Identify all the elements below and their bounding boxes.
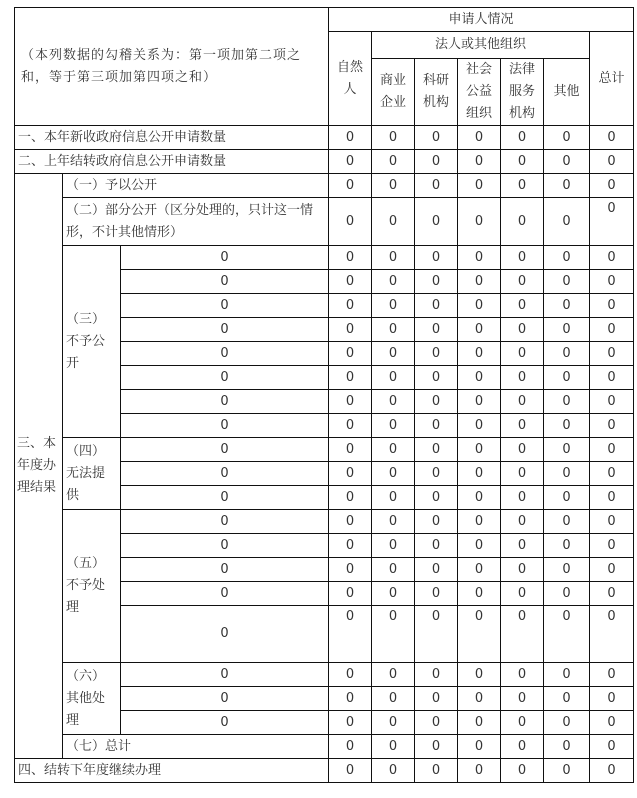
- value-cell: 0: [590, 558, 634, 582]
- sub-cell: 0: [121, 294, 329, 318]
- value-cell: 0: [372, 759, 415, 783]
- value-cell: 0: [544, 582, 590, 606]
- value-cell: 0: [329, 486, 372, 510]
- header-other: 其他: [544, 59, 590, 126]
- value-cell: 0: [544, 270, 590, 294]
- sub-cell: 0: [121, 486, 329, 510]
- value-cell: 0: [329, 246, 372, 270]
- value-cell: 0: [372, 558, 415, 582]
- value-cell: 0: [372, 270, 415, 294]
- value-cell: 0: [415, 366, 458, 390]
- value-cell: 0: [501, 687, 544, 711]
- value-cell: 0: [372, 150, 415, 174]
- value-cell: 0: [544, 486, 590, 510]
- value-cell: 0: [329, 462, 372, 486]
- table-row: [15, 246, 634, 270]
- value-cell: 0: [458, 126, 501, 150]
- value-cell: 0: [415, 198, 458, 246]
- value-cell: 0: [544, 318, 590, 342]
- value-cell: 0: [590, 390, 634, 414]
- value-cell: 0: [372, 390, 415, 414]
- value-cell: 0: [544, 414, 590, 438]
- value-cell: 0: [458, 438, 501, 462]
- value-cell: 0: [544, 711, 590, 735]
- value-cell: 0: [415, 390, 458, 414]
- sub-cell: 0: [121, 462, 329, 486]
- value-cell: 0: [590, 174, 634, 198]
- value-cell: 0: [415, 438, 458, 462]
- value-cell: 0: [544, 150, 590, 174]
- value-cell: 0: [415, 606, 458, 663]
- value-cell: 0: [544, 126, 590, 150]
- value-cell: 0: [590, 294, 634, 318]
- value-cell: 0: [544, 462, 590, 486]
- header-applicant: 申请人情况: [329, 8, 634, 32]
- disclosure-table: [14, 7, 634, 783]
- value-cell: 0: [415, 663, 458, 687]
- value-cell: 0: [544, 510, 590, 534]
- value-cell: 0: [501, 366, 544, 390]
- table-row: [15, 510, 634, 534]
- value-cell: 0: [415, 735, 458, 759]
- value-cell: 0: [415, 582, 458, 606]
- value-cell: 0: [501, 270, 544, 294]
- sub-cell: 0: [121, 687, 329, 711]
- value-cell: 0: [501, 414, 544, 438]
- value-cell: 0: [458, 711, 501, 735]
- value-cell: 0: [590, 198, 634, 246]
- value-cell: 0: [329, 342, 372, 366]
- value-cell: 0: [501, 486, 544, 510]
- value-cell: 0: [329, 663, 372, 687]
- row-label: （一）予以公开: [63, 174, 329, 198]
- value-cell: 0: [372, 534, 415, 558]
- value-cell: 0: [329, 390, 372, 414]
- header-legal: 法人或其他组织: [372, 32, 590, 59]
- value-cell: 0: [501, 318, 544, 342]
- table-row: [15, 663, 634, 687]
- group-label: （六）其他处理: [63, 663, 121, 735]
- sub-cell: 0: [121, 390, 329, 414]
- sub-cell: 0: [121, 270, 329, 294]
- value-cell: 0: [329, 126, 372, 150]
- value-cell: 0: [590, 462, 634, 486]
- value-cell: 0: [415, 711, 458, 735]
- sub-cell: 0: [121, 246, 329, 270]
- value-cell: 0: [415, 558, 458, 582]
- row-label: 一、本年新收政府信息公开申请数量: [15, 126, 329, 150]
- value-cell: 0: [458, 414, 501, 438]
- value-cell: 0: [458, 759, 501, 783]
- value-cell: 0: [458, 318, 501, 342]
- value-cell: 0: [415, 486, 458, 510]
- value-cell: 0: [415, 759, 458, 783]
- table-row: [15, 126, 634, 150]
- sub-cell: 0: [121, 558, 329, 582]
- value-cell: 0: [372, 462, 415, 486]
- value-cell: 0: [501, 150, 544, 174]
- sub-cell: 0: [121, 606, 329, 663]
- value-cell: 0: [329, 687, 372, 711]
- value-cell: 0: [501, 606, 544, 663]
- value-cell: 0: [501, 198, 544, 246]
- value-cell: 0: [544, 366, 590, 390]
- value-cell: 0: [329, 198, 372, 246]
- value-cell: 0: [372, 318, 415, 342]
- value-cell: 0: [415, 174, 458, 198]
- value-cell: 0: [590, 711, 634, 735]
- value-cell: 0: [544, 735, 590, 759]
- value-cell: 0: [590, 246, 634, 270]
- value-cell: 0: [501, 174, 544, 198]
- value-cell: 0: [415, 150, 458, 174]
- sub-cell: 0: [121, 711, 329, 735]
- value-cell: 0: [329, 438, 372, 462]
- group-label: （三）不予公开: [63, 246, 121, 438]
- value-cell: 0: [458, 366, 501, 390]
- value-cell: 0: [590, 687, 634, 711]
- value-cell: 0: [415, 510, 458, 534]
- value-cell: 0: [544, 438, 590, 462]
- value-cell: 0: [458, 558, 501, 582]
- sub-cell: 0: [121, 438, 329, 462]
- value-cell: 0: [329, 558, 372, 582]
- value-cell: 0: [501, 558, 544, 582]
- value-cell: 0: [544, 390, 590, 414]
- sub-cell: 0: [121, 366, 329, 390]
- value-cell: 0: [458, 687, 501, 711]
- value-cell: 0: [329, 606, 372, 663]
- value-cell: 0: [415, 294, 458, 318]
- value-cell: 0: [458, 174, 501, 198]
- value-cell: 0: [544, 534, 590, 558]
- value-cell: 0: [372, 198, 415, 246]
- value-cell: 0: [544, 663, 590, 687]
- value-cell: 0: [501, 294, 544, 318]
- sub-cell: 0: [121, 318, 329, 342]
- table-row: [15, 174, 634, 198]
- table-row: [15, 438, 634, 462]
- table-row: [15, 150, 634, 174]
- value-cell: 0: [415, 462, 458, 486]
- value-cell: 0: [372, 246, 415, 270]
- value-cell: 0: [372, 735, 415, 759]
- table-row: [15, 198, 634, 246]
- value-cell: 0: [544, 246, 590, 270]
- value-cell: 0: [372, 711, 415, 735]
- value-cell: 0: [372, 606, 415, 663]
- value-cell: 0: [458, 294, 501, 318]
- value-cell: 0: [544, 294, 590, 318]
- value-cell: 0: [329, 174, 372, 198]
- header-research: 科研机构: [415, 59, 458, 126]
- value-cell: 0: [329, 510, 372, 534]
- sub-cell: 0: [121, 534, 329, 558]
- value-cell: 0: [501, 582, 544, 606]
- value-cell: 0: [590, 126, 634, 150]
- value-cell: 0: [590, 318, 634, 342]
- value-cell: 0: [501, 342, 544, 366]
- value-cell: 0: [458, 462, 501, 486]
- value-cell: 0: [372, 366, 415, 390]
- value-cell: 0: [372, 294, 415, 318]
- table-row: [15, 735, 634, 759]
- sub-cell: 0: [121, 663, 329, 687]
- row-label: （二）部分公开（区分处理的，只计这一情形，不计其他情形）: [63, 198, 329, 246]
- value-cell: 0: [329, 534, 372, 558]
- value-cell: 0: [458, 510, 501, 534]
- value-cell: 0: [544, 174, 590, 198]
- value-cell: 0: [501, 510, 544, 534]
- value-cell: 0: [590, 759, 634, 783]
- sub-cell: 0: [121, 510, 329, 534]
- value-cell: 0: [458, 534, 501, 558]
- value-cell: 0: [590, 663, 634, 687]
- value-cell: 0: [372, 342, 415, 366]
- value-cell: 0: [544, 558, 590, 582]
- value-cell: 0: [501, 663, 544, 687]
- value-cell: 0: [544, 606, 590, 663]
- value-cell: 0: [501, 246, 544, 270]
- sub-cell: 0: [121, 414, 329, 438]
- value-cell: 0: [372, 486, 415, 510]
- value-cell: 0: [590, 366, 634, 390]
- value-cell: 0: [372, 414, 415, 438]
- value-cell: 0: [458, 270, 501, 294]
- value-cell: 0: [590, 486, 634, 510]
- value-cell: 0: [590, 342, 634, 366]
- value-cell: 0: [501, 735, 544, 759]
- value-cell: 0: [544, 759, 590, 783]
- value-cell: 0: [372, 663, 415, 687]
- group-label: （五）不予处理: [63, 510, 121, 663]
- header-total: 总计: [590, 32, 634, 126]
- value-cell: 0: [590, 735, 634, 759]
- result-label: 三、本年度办理结果: [15, 174, 63, 759]
- value-cell: 0: [590, 510, 634, 534]
- value-cell: 0: [415, 270, 458, 294]
- value-cell: 0: [372, 582, 415, 606]
- value-cell: 0: [329, 318, 372, 342]
- value-cell: 0: [329, 366, 372, 390]
- value-cell: 0: [501, 711, 544, 735]
- value-cell: 0: [458, 198, 501, 246]
- value-cell: 0: [590, 150, 634, 174]
- header-law: 法律服务机构: [501, 59, 544, 126]
- value-cell: 0: [458, 735, 501, 759]
- header-natural: 自然人: [329, 32, 372, 126]
- value-cell: 0: [590, 270, 634, 294]
- value-cell: 0: [590, 414, 634, 438]
- row-label: 四、结转下年度继续办理: [15, 759, 329, 783]
- value-cell: 0: [458, 246, 501, 270]
- value-cell: 0: [590, 582, 634, 606]
- value-cell: 0: [329, 414, 372, 438]
- value-cell: 0: [415, 342, 458, 366]
- value-cell: 0: [501, 126, 544, 150]
- value-cell: 0: [501, 390, 544, 414]
- row-label: （七）总计: [63, 735, 329, 759]
- value-cell: 0: [372, 510, 415, 534]
- sub-cell: 0: [121, 582, 329, 606]
- table-row: [15, 759, 634, 783]
- value-cell: 0: [544, 687, 590, 711]
- value-cell: 0: [544, 342, 590, 366]
- group-label: （四）无法提供: [63, 438, 121, 510]
- row-label: 二、上年结转政府信息公开申请数量: [15, 150, 329, 174]
- value-cell: 0: [415, 126, 458, 150]
- value-cell: 0: [329, 735, 372, 759]
- value-cell: 0: [415, 414, 458, 438]
- value-cell: 0: [544, 198, 590, 246]
- value-cell: 0: [501, 438, 544, 462]
- value-cell: 0: [415, 246, 458, 270]
- value-cell: 0: [458, 606, 501, 663]
- value-cell: 0: [329, 270, 372, 294]
- value-cell: 0: [329, 150, 372, 174]
- value-cell: 0: [458, 390, 501, 414]
- value-cell: 0: [415, 318, 458, 342]
- value-cell: 0: [372, 174, 415, 198]
- value-cell: 0: [415, 534, 458, 558]
- value-cell: 0: [372, 126, 415, 150]
- value-cell: 0: [458, 150, 501, 174]
- value-cell: 0: [415, 687, 458, 711]
- header-social: 社会公益组织: [458, 59, 501, 126]
- value-cell: 0: [501, 462, 544, 486]
- header-note: （本列数据的勾稽关系为：第一项加第二项之和，等于第三项加第四项之和）: [15, 8, 329, 126]
- value-cell: 0: [501, 759, 544, 783]
- value-cell: 0: [458, 663, 501, 687]
- value-cell: 0: [372, 438, 415, 462]
- value-cell: 0: [329, 759, 372, 783]
- value-cell: 0: [329, 711, 372, 735]
- value-cell: 0: [501, 534, 544, 558]
- header-commercial: 商业企业: [372, 59, 415, 126]
- value-cell: 0: [372, 687, 415, 711]
- value-cell: 0: [329, 582, 372, 606]
- value-cell: 0: [590, 606, 634, 663]
- value-cell: 0: [458, 486, 501, 510]
- sub-cell: 0: [121, 342, 329, 366]
- value-cell: 0: [329, 294, 372, 318]
- value-cell: 0: [458, 582, 501, 606]
- value-cell: 0: [590, 438, 634, 462]
- value-cell: 0: [458, 342, 501, 366]
- value-cell: 0: [590, 534, 634, 558]
